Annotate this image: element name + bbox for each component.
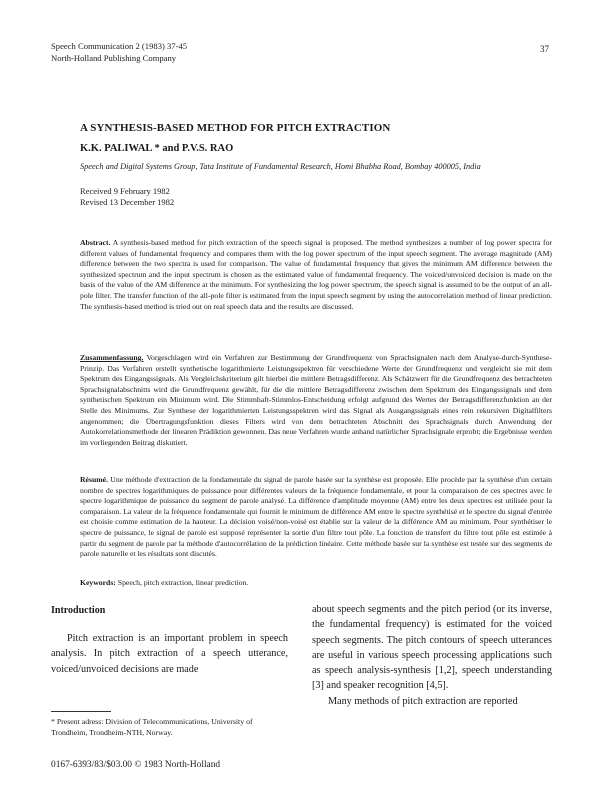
page-number: 37 xyxy=(540,44,549,54)
resume-text: Une méthode d'extraction de la fondamentale du signal de parole basée sur la synthèse est proposée. Elle procède par la synthèse d'un certain nombre de spectres logarithmiques de puissance pour différentes valeurs de la fréquence fondamentale, et pour la comparaison de ces spectres avec le spectre logarithmique de puissance du segment de parole analysé. La différence d'amplitude moyenne (AM) entre les deux spectres est utilisée pour la comparaison. La valeur de la fréquence fondamentale qui fournit le minimum de différence AM entre le spectre synthétisé et le spectre du signal d'entrée est choisie comme estimation de la hauteur. La décision voisé/non-voisé est établie sur la valeur de la différence AM au minimum. Pour synthétiser le spectre de puissance, le signal de parole est supposé représenter la sortie d'un filtre tout pôle. La fonction de transfert du filtre tout pôle est estimée à partir du segment de parole par la méthode d'autocorrélation de la prédiction linéaire. Cette méthode basée sur la synthèse est testée sur des segments de parole naturelle et les résultats sont discutés. xyxy=(80,475,552,559)
keywords-label: Keywords: xyxy=(80,578,116,587)
received-date: Received 9 February 1982 xyxy=(80,186,170,196)
article-dates xyxy=(80,186,174,208)
journal-citation xyxy=(51,40,187,64)
zusammenfassung-text: Vorgeschlagen wird ein Verfahren zur Bestimmung der Grundfrequenz von Sprachsignalen nach dem Analyse-durch-Synthese-Prinzip. Das Verfahren erstellt synthetische logarithmierte Leistungsspektren für verschiedene Werte der Grundfrequenz und vergleicht sie mit dem Spektrum des Eingangssignals. Als Vergleichskriterium gilt hierbei die mittlere Betragsdifferenz. Als Schätzwert für die Grundfrequenz des betrachteten Sprachsignalabschnitts wird die Grundfrequenz gewählt, für die die mittlere Betragsdifferenz zwischen dem Spektrum des Eingangssignals und dem synthetischen Spektrum ein Minimum wird. Die Stimmhaft-Stimmlos-Entscheidung erfolgt aufgrund des Wertes der Betragsdifferenzfunktion an der Stelle des Minimums. Zur Synthese der logarithmierten Leistungsspektren wird das Signal als Ausgangssignals eines rein rekursiven Digitalfilters angenommen; die Übertragungsfunktion dieses Filters wird von dem betrachteten Abschnitt des Sprachsignals durch Anwendung der Autokorrelationsmethode der linearen Prädiktion gewonnen. Das neue Verfahren wurde anhand natürlicher Sprachsignale erprobt; die Ergebnisse werden im vorliegenden Beitrag diskutiert. xyxy=(80,353,552,447)
introduction-right-column xyxy=(312,602,552,709)
abstract-paragraph xyxy=(80,238,552,312)
journal-name: Speech Communication 2 (1983) 37-45 xyxy=(51,41,188,51)
author-affiliation: Speech and Digital Systems Group, Tata Institute of Fundamental Research, Homi Bhabha Road, Bombay 400005, India xyxy=(80,162,481,171)
copyright-line: 0167-6393/83/$03.00 © 1983 North-Holland xyxy=(51,760,221,770)
article-authors: K.K. PALIWAL * and P.V.S. RAO xyxy=(80,143,234,154)
publisher-name: North-Holland Publishing Company xyxy=(51,53,177,63)
resume-paragraph xyxy=(80,475,552,560)
introduction-right-paragraph-1: about speech segments and the pitch period (or its inverse, the fundamental frequency) is estimated for the voiced speech segments. The pitch contours of speech utterances are useful in various speech processing applications such as speech analysis-synthesis [1,2], speech understanding [3] and speaker recognition [4,5]. xyxy=(312,604,552,692)
zusammenfassung-paragraph xyxy=(80,353,552,448)
abstract-text: A synthesis-based method for pitch extraction of the speech signal is proposed. The method synthesizes a number of log power spectra for different values of fundamental frequency and compares them with the log power spectrum of the input speech segment. The average magnitude (AM) difference between the two spectra is used for comparison. The value of fundamental frequency that gives the minimum AM difference between the synthesized spectrum and the input spectrum is chosen as the estimated value of fundamental frequency. The voiced/unvoiced decision is made on the basis of the value of the AM difference at the minimum. For synthesizing the log power spectrum, the speech signal is assumed to be the output of an all-pole filter. The transfer function of the all-pole filter is estimated from the input speech segment by using the autocorrelation method of linear prediction. The synthesis-based method is tried out on real speech data and the results are discussed. xyxy=(80,238,552,311)
zusammenfassung-label: Zusammenfassung. xyxy=(80,353,144,362)
footnote-divider xyxy=(51,711,111,712)
keywords-line xyxy=(80,578,248,587)
introduction-left-column: Pitch extraction is an important problem in speech analysis. In pitch extraction of a speech utterance, voiced/unvoiced decisions are made xyxy=(51,633,288,675)
article-title: A SYNTHESIS-BASED METHOD FOR PITCH EXTRACTION xyxy=(80,122,391,134)
revised-date: Revised 13 December 1982 xyxy=(80,197,175,207)
abstract-label: Abstract. xyxy=(80,238,111,247)
introduction-heading: Introduction xyxy=(51,605,106,616)
author-footnote: * Present adress: Division of Telecommunications, University of Trondheim, Trondheim-NTH, Norway. xyxy=(51,717,253,737)
resume-label: Résumé. xyxy=(80,475,108,484)
introduction-right-paragraph-2: Many methods of pitch extraction are reported xyxy=(328,695,518,707)
keywords-text: Speech, pitch extraction, linear prediction. xyxy=(117,578,249,587)
